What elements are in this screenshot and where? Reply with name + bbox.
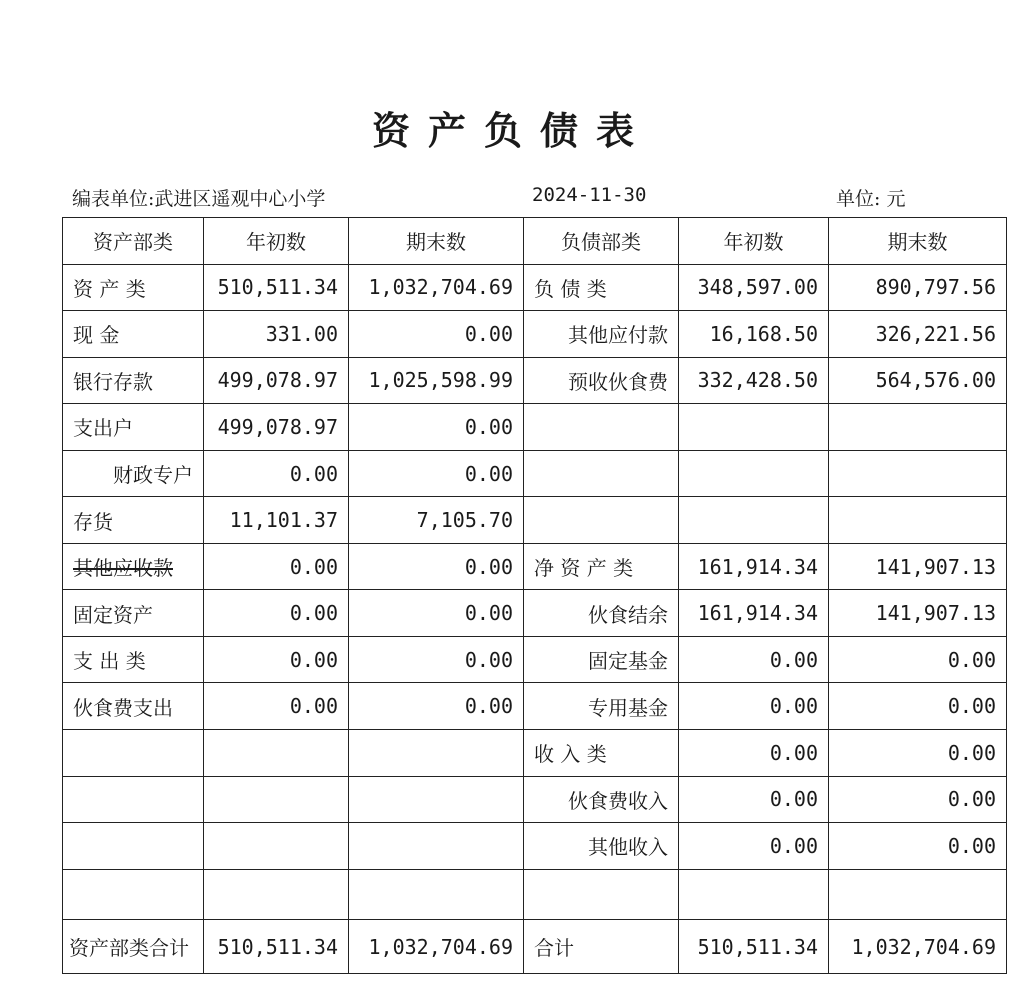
liability-begin: 0.00 [679,776,829,823]
asset-end [349,776,524,823]
asset-label [63,730,204,777]
liability-begin: 161,914.34 [679,543,829,590]
liability-end: 0.00 [829,683,1007,730]
col-asset-end: 期末数 [349,218,524,265]
col-liability-begin: 年初数 [679,218,829,265]
report-title: 资产负债表 [371,108,652,153]
asset-begin: 0.00 [204,683,349,730]
table-row [63,404,1007,451]
liability-end: 0.00 [829,636,1007,683]
liability-end [829,404,1007,451]
table-row [63,450,1007,497]
table-row [63,497,1007,544]
liability-begin [679,450,829,497]
asset-begin [204,823,349,870]
table-row [63,543,1007,590]
asset-end: 0.00 [349,450,524,497]
liability-label [524,869,679,920]
liability-begin: 0.00 [679,636,829,683]
liability-label [524,404,679,451]
asset-begin: 499,078.97 [204,404,349,451]
liability-total-begin: 510,511.34 [679,920,829,974]
table-row [63,311,1007,358]
asset-total-label: 资产部类合计 [63,920,204,974]
liability-end [829,869,1007,920]
asset-begin: 11,101.37 [204,497,349,544]
liability-begin: 332,428.50 [679,357,829,404]
liability-begin [679,497,829,544]
asset-label: 资 产 类 [63,264,204,311]
asset-end: 0.00 [349,683,524,730]
liability-label: 预收伙食费 [524,357,679,404]
asset-end: 0.00 [349,311,524,358]
asset-end: 1,025,598.99 [349,357,524,404]
asset-label: 银行存款 [63,357,204,404]
liability-total-label: 合计 [524,920,679,974]
asset-begin: 0.00 [204,543,349,590]
asset-label: 支出户 [63,404,204,451]
asset-label: 存货 [63,497,204,544]
table-row [63,683,1007,730]
asset-begin: 510,511.34 [204,264,349,311]
liability-begin: 348,597.00 [679,264,829,311]
liability-label: 负 债 类 [524,264,679,311]
liability-label [524,497,679,544]
asset-label: 支 出 类 [63,636,204,683]
table-header-row [63,218,1007,265]
col-liability-end: 期末数 [829,218,1007,265]
asset-begin: 499,078.97 [204,357,349,404]
liability-end: 890,797.56 [829,264,1007,311]
asset-end: 0.00 [349,543,524,590]
reporting-unit: 编表单位:武进区遥观中心小学 [72,188,326,210]
asset-label [63,823,204,870]
liability-end: 141,907.13 [829,590,1007,637]
liability-label: 专用基金 [524,683,679,730]
table-row [63,357,1007,404]
asset-label: 伙食费支出 [63,683,204,730]
table-row [63,264,1007,311]
asset-begin [204,730,349,777]
asset-begin [204,869,349,920]
asset-label: 现 金 [63,311,204,358]
liability-begin: 0.00 [679,823,829,870]
asset-end [349,730,524,777]
table-row [63,776,1007,823]
liability-begin [679,404,829,451]
totals-row [63,920,1007,974]
table-row [63,869,1007,920]
asset-label: 固定资产 [63,590,204,637]
asset-begin: 331.00 [204,311,349,358]
liability-label: 伙食费收入 [524,776,679,823]
asset-total-begin: 510,511.34 [204,920,349,974]
liability-label: 收 入 类 [524,730,679,777]
liability-begin: 0.00 [679,730,829,777]
asset-label [63,776,204,823]
table-row [63,730,1007,777]
liability-end: 0.00 [829,730,1007,777]
asset-end: 0.00 [349,636,524,683]
asset-begin [204,776,349,823]
asset-end: 1,032,704.69 [349,264,524,311]
asset-begin: 0.00 [204,590,349,637]
liability-label [524,450,679,497]
col-liability-category: 负债部类 [524,218,679,265]
liability-end [829,450,1007,497]
asset-end: 0.00 [349,590,524,637]
liability-label: 净 资 产 类 [524,543,679,590]
asset-end [349,823,524,870]
table-row [63,823,1007,870]
liability-begin: 161,914.34 [679,590,829,637]
currency-unit: 单位: 元 [836,188,906,210]
col-asset-begin: 年初数 [204,218,349,265]
asset-label: 其他应收款 [63,543,204,590]
liability-end: 141,907.13 [829,543,1007,590]
liability-label: 其他应付款 [524,311,679,358]
asset-end [349,869,524,920]
asset-end: 0.00 [349,404,524,451]
table-row [63,636,1007,683]
col-asset-category: 资产部类 [63,218,204,265]
table-row [63,590,1007,637]
asset-total-end: 1,032,704.69 [349,920,524,974]
liability-end: 0.00 [829,823,1007,870]
report-date: 2024-11-30 [532,184,647,206]
liability-end: 564,576.00 [829,357,1007,404]
liability-end [829,497,1007,544]
liability-label: 固定基金 [524,636,679,683]
asset-begin: 0.00 [204,636,349,683]
liability-end: 0.00 [829,776,1007,823]
liability-end: 326,221.56 [829,311,1007,358]
asset-begin: 0.00 [204,450,349,497]
liability-label: 伙食结余 [524,590,679,637]
asset-label: 财政专户 [63,450,204,497]
asset-end: 7,105.70 [349,497,524,544]
liability-begin: 0.00 [679,683,829,730]
liability-begin: 16,168.50 [679,311,829,358]
asset-label [63,869,204,920]
balance-sheet-table [62,217,1007,974]
liability-begin [679,869,829,920]
liability-label: 其他收入 [524,823,679,870]
liability-total-end: 1,032,704.69 [829,920,1007,974]
